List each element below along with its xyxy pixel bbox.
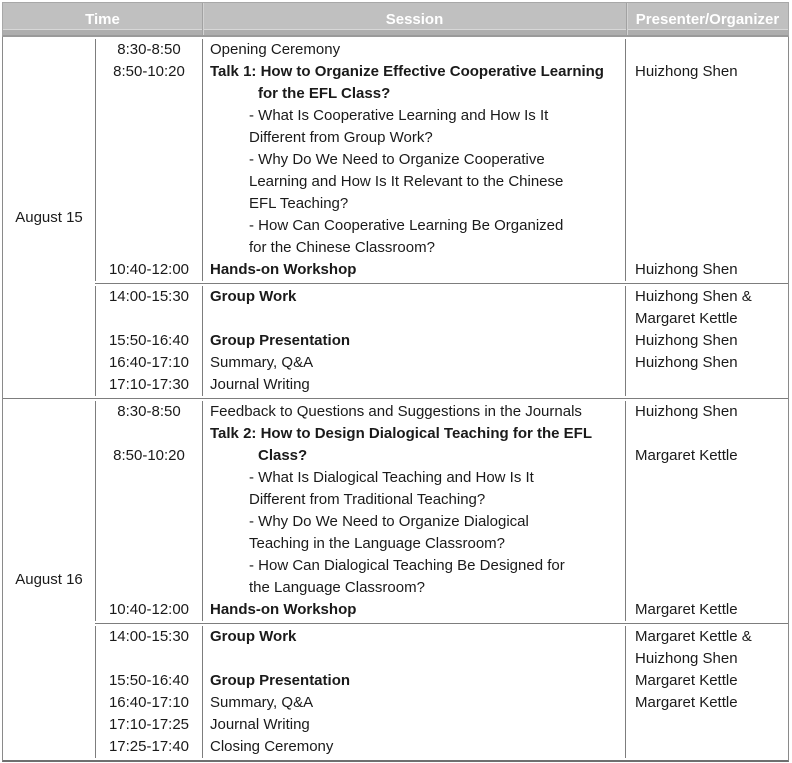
time-cell: [95, 237, 202, 259]
presenter-cell: Huizhong Shen: [625, 352, 788, 374]
session-cell: Group Presentation: [202, 670, 625, 692]
schedule-block: [95, 623, 788, 760]
session-cell: EFL Teaching?: [202, 193, 625, 215]
session-cell: Hands-on Workshop: [202, 599, 625, 621]
schedule-line: [95, 193, 788, 215]
session-cell: for the EFL Class?: [202, 83, 625, 105]
schedule-line: [95, 648, 788, 670]
session-cell: Journal Writing: [202, 714, 625, 736]
session-cell: [202, 308, 625, 330]
time-cell: 10:40-12:00: [95, 259, 202, 281]
table-header-row: [2, 2, 789, 37]
session-cell: Group Work: [202, 286, 625, 308]
time-cell: 8:30-8:50: [95, 401, 202, 423]
time-cell: [95, 149, 202, 171]
session-cell: the Language Classroom?: [202, 577, 625, 599]
session-cell: Different from Group Work?: [202, 127, 625, 149]
session-cell: Feedback to Questions and Suggestions in the Journals: [202, 401, 625, 423]
presenter-cell: [625, 714, 788, 736]
time-cell: [95, 215, 202, 237]
time-cell: 16:40-17:10: [95, 352, 202, 374]
presenter-cell: [625, 423, 788, 445]
session-cell: Group Presentation: [202, 330, 625, 352]
schedule-line: [95, 511, 788, 533]
session-cell: Talk 2: How to Design Dialogical Teaching for the EFL: [202, 423, 625, 445]
session-cell: Journal Writing: [202, 374, 625, 396]
time-cell: [95, 193, 202, 215]
presenter-cell: Margaret Kettle: [625, 308, 788, 330]
presenter-cell: [625, 533, 788, 555]
presenter-cell: Margaret Kettle: [625, 599, 788, 621]
presenter-cell: Huizhong Shen: [625, 648, 788, 670]
presenter-cell: [625, 127, 788, 149]
schedule-block: [95, 399, 788, 623]
schedule-line: [95, 259, 788, 281]
day-blocks: [95, 37, 788, 398]
presenter-cell: [625, 555, 788, 577]
session-cell: - Why Do We Need to Organize Cooperative: [202, 149, 625, 171]
date-cell: August 16: [15, 571, 83, 588]
session-cell: Teaching in the Language Classroom?: [202, 533, 625, 555]
time-cell: [95, 171, 202, 193]
session-cell: Different from Traditional Teaching?: [202, 489, 625, 511]
presenter-cell: Margaret Kettle: [625, 445, 788, 467]
schedule-line: [95, 286, 788, 308]
schedule-line: [95, 308, 788, 330]
session-cell: Summary, Q&A: [202, 692, 625, 714]
time-cell: 8:50-10:20: [95, 445, 202, 467]
presenter-cell: [625, 215, 788, 237]
time-cell: 16:40-17:10: [95, 692, 202, 714]
time-cell: 8:50-10:20: [95, 61, 202, 83]
presenter-cell: [625, 736, 788, 758]
column-header-session: Session: [202, 3, 626, 35]
time-cell: [95, 83, 202, 105]
day-blocks: [95, 399, 788, 760]
presenter-cell: [625, 193, 788, 215]
presenter-cell: Margaret Kettle: [625, 692, 788, 714]
presenter-cell: [625, 237, 788, 259]
session-cell: - What Is Cooperative Learning and How Is It: [202, 105, 625, 127]
session-cell: - How Can Cooperative Learning Be Organized: [202, 215, 625, 237]
schedule-line: [95, 555, 788, 577]
schedule-line: [95, 127, 788, 149]
presenter-cell: [625, 83, 788, 105]
date-cell: August 15: [15, 209, 83, 226]
schedule-line: [95, 330, 788, 352]
schedule-line: [95, 489, 788, 511]
schedule-line: [95, 149, 788, 171]
schedule-line: [95, 736, 788, 758]
time-cell: [95, 423, 202, 445]
schedule-line: [95, 237, 788, 259]
presenter-cell: [625, 39, 788, 61]
schedule-line: [95, 39, 788, 61]
session-cell: Talk 1: How to Organize Effective Cooperative Learning: [202, 61, 625, 83]
schedule-line: [95, 105, 788, 127]
presenter-cell: Huizhong Shen: [625, 330, 788, 352]
session-cell: - How Can Dialogical Teaching Be Designed for: [202, 555, 625, 577]
time-cell: [95, 577, 202, 599]
presenter-cell: [625, 171, 788, 193]
schedule-line: [95, 445, 788, 467]
column-header-time: Time: [85, 10, 120, 28]
time-cell: 10:40-12:00: [95, 599, 202, 621]
schedule-line: [95, 215, 788, 237]
session-cell: Group Work: [202, 626, 625, 648]
presenter-cell: [625, 105, 788, 127]
schedule-line: [95, 670, 788, 692]
session-cell: Summary, Q&A: [202, 352, 625, 374]
table-body: [2, 37, 789, 762]
time-cell: [95, 308, 202, 330]
presenter-cell: Huizhong Shen: [625, 401, 788, 423]
time-cell: [95, 511, 202, 533]
presenter-cell: [625, 467, 788, 489]
schedule-block: [95, 283, 788, 398]
time-cell: [95, 467, 202, 489]
presenter-cell: [625, 511, 788, 533]
schedule-line: [95, 171, 788, 193]
presenter-cell: [625, 374, 788, 396]
time-cell: 8:30-8:50: [95, 39, 202, 61]
time-cell: [95, 105, 202, 127]
schedule-line: [95, 692, 788, 714]
schedule-table: [2, 2, 789, 762]
schedule-line: [95, 401, 788, 423]
session-cell: Opening Ceremony: [202, 39, 625, 61]
time-cell: 14:00-15:30: [95, 286, 202, 308]
schedule-line: [95, 577, 788, 599]
time-cell: 14:00-15:30: [95, 626, 202, 648]
session-cell: Learning and How Is It Relevant to the Chinese: [202, 171, 625, 193]
time-cell: [95, 648, 202, 670]
session-cell: - What Is Dialogical Teaching and How Is It: [202, 467, 625, 489]
time-cell: [95, 127, 202, 149]
presenter-cell: [625, 489, 788, 511]
column-header-presenter: Presenter/Organizer: [626, 3, 788, 35]
schedule-line: [95, 83, 788, 105]
presenter-cell: [625, 577, 788, 599]
presenter-cell: Margaret Kettle: [625, 670, 788, 692]
schedule-block: [95, 37, 788, 283]
schedule-line: [95, 467, 788, 489]
presenter-cell: Margaret Kettle &: [625, 626, 788, 648]
schedule-line: [95, 626, 788, 648]
schedule-line: [95, 599, 788, 621]
session-cell: [202, 648, 625, 670]
session-cell: Hands-on Workshop: [202, 259, 625, 281]
schedule-line: [95, 533, 788, 555]
time-cell: [95, 555, 202, 577]
day-section: [3, 37, 788, 398]
presenter-cell: Huizhong Shen: [625, 61, 788, 83]
presenter-cell: Huizhong Shen &: [625, 286, 788, 308]
time-cell: 15:50-16:40: [95, 330, 202, 352]
session-cell: Class?: [202, 445, 625, 467]
schedule-line: [95, 352, 788, 374]
time-cell: 17:25-17:40: [95, 736, 202, 758]
session-cell: for the Chinese Classroom?: [202, 237, 625, 259]
schedule-line: [95, 714, 788, 736]
day-section: [3, 398, 788, 760]
schedule-line: [95, 61, 788, 83]
session-cell: Closing Ceremony: [202, 736, 625, 758]
session-cell: - Why Do We Need to Organize Dialogical: [202, 511, 625, 533]
time-cell: [95, 489, 202, 511]
schedule-line: [95, 374, 788, 396]
presenter-cell: Huizhong Shen: [625, 259, 788, 281]
time-cell: [95, 533, 202, 555]
time-cell: 17:10-17:25: [95, 714, 202, 736]
schedule-line: [95, 423, 788, 445]
time-cell: 17:10-17:30: [95, 374, 202, 396]
presenter-cell: [625, 149, 788, 171]
time-cell: 15:50-16:40: [95, 670, 202, 692]
